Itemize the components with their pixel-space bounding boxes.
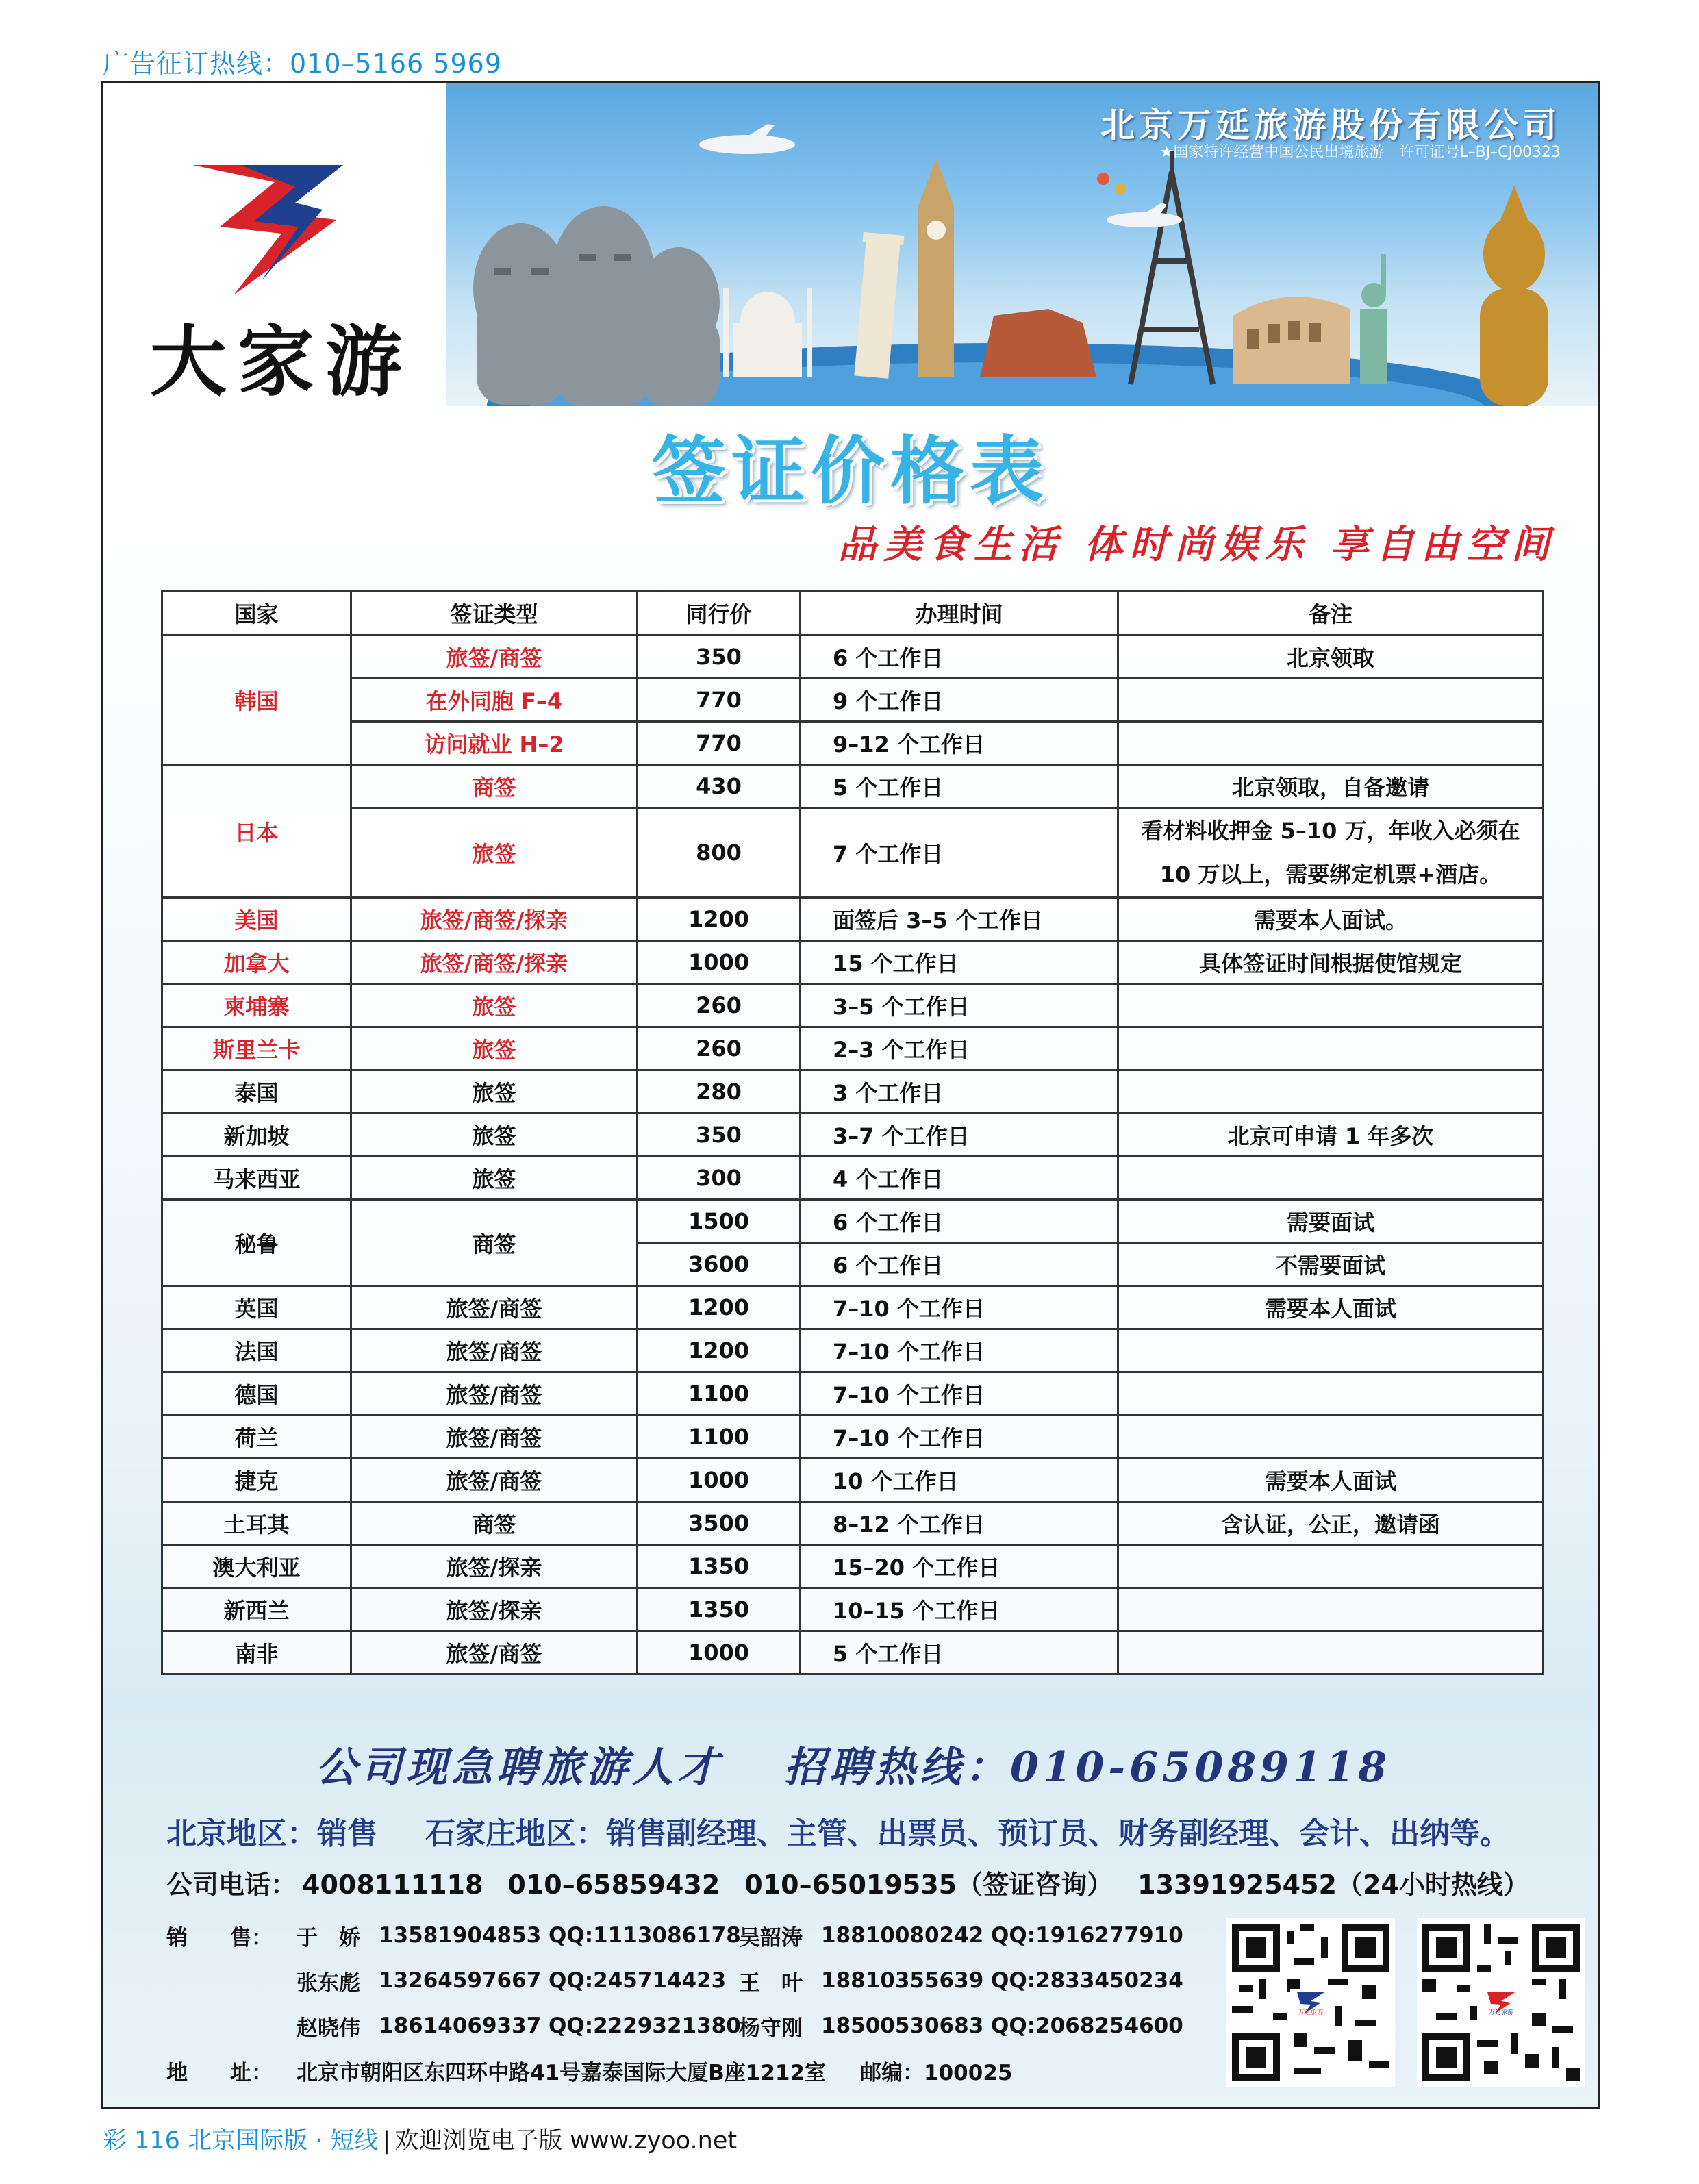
time-cell: 7–10 个工作日 (801, 1286, 1118, 1329)
sales-label: 销 售： (166, 1925, 273, 1950)
price-cell: 260 (638, 1027, 801, 1070)
contact-qq: QQ:1113086178 (549, 1923, 741, 1948)
note-cell (1118, 808, 1544, 898)
time-cell: 9–12 个工作日 (801, 722, 1118, 765)
address-text: 北京市朝阳区东四环中路41号嘉泰国际大厦B座1212室 (297, 2061, 827, 2085)
sales-contacts (166, 1913, 1181, 2048)
country-cell: 泰国 (162, 1070, 351, 1114)
table-header-row (162, 591, 1544, 636)
country-cell: 新加坡 (162, 1114, 351, 1157)
table-row (162, 1631, 1544, 1674)
phone-number: 13391925452（24小时热线） (1137, 1870, 1529, 1900)
table-row (162, 808, 1544, 898)
price-cell: 430 (638, 765, 801, 808)
visa-type-cell: 旅签/商签 (351, 636, 638, 679)
visa-type-cell: 旅签/商签 (351, 1631, 638, 1674)
recruit-banner (316, 1735, 1391, 1794)
table-row (162, 1416, 1544, 1459)
page-frame (101, 81, 1600, 2109)
logo-box (103, 83, 446, 406)
note-cell (1118, 1416, 1544, 1459)
page-footer (103, 2122, 737, 2156)
price-cell: 1200 (638, 1329, 801, 1372)
page-number: 彩 116 (103, 2127, 180, 2155)
table-row (162, 941, 1544, 984)
note-cell (1118, 1329, 1544, 1372)
contact-qq: QQ:1916277910 (991, 1923, 1183, 1948)
time-cell: 6 个工作日 (801, 636, 1118, 679)
company-license: ★国家特许经营中国公民出境旅游 许可证号L–BJ–CJ00323 (1159, 144, 1561, 161)
visa-type-cell: 在外同胞 F–4 (351, 679, 638, 722)
note-cell (1118, 1070, 1544, 1114)
price-cell: 260 (638, 984, 801, 1027)
price-cell: 770 (638, 679, 801, 722)
country-cell: 德国 (162, 1372, 351, 1416)
price-cell: 1200 (638, 1286, 801, 1329)
contact-phone: 13581904853 (379, 1923, 542, 1948)
visa-type-cell: 旅签/商签 (351, 1286, 638, 1329)
phone-number: 4008111118 (302, 1870, 483, 1900)
contact-qq: QQ:245714423 (549, 1968, 727, 1993)
country-cell: 韩国 (162, 636, 351, 765)
time-cell: 7–10 个工作日 (801, 1416, 1118, 1459)
note-cell: 需要面试 (1118, 1200, 1544, 1243)
visa-type-cell: 旅签/商签 (351, 1416, 638, 1459)
country-cell: 澳大利亚 (162, 1545, 351, 1588)
price-cell: 280 (638, 1070, 801, 1114)
time-cell: 6 个工作日 (801, 1243, 1118, 1286)
table-row (162, 1027, 1544, 1070)
visa-type-cell: 旅签/探亲 (351, 1588, 638, 1631)
contact-phone: 18810355639 (821, 1968, 984, 1993)
table-row (162, 1200, 1544, 1243)
visa-price-table (161, 590, 1544, 1675)
table-row (162, 679, 1544, 722)
price-cell: 1000 (638, 1631, 801, 1674)
country-cell: 美国 (162, 898, 351, 941)
note-cell: 含认证，公正，邀请函 (1118, 1502, 1544, 1545)
time-cell: 8–12 个工作日 (801, 1502, 1118, 1545)
visa-type-cell: 旅签/商签 (351, 1329, 638, 1372)
visa-type-cell: 旅签 (351, 984, 638, 1027)
recruit-text: 公司现急聘旅游人才 (316, 1744, 722, 1792)
time-cell: 6 个工作日 (801, 1200, 1118, 1243)
note-cell: 需要本人面试 (1118, 1459, 1544, 1502)
table-row (162, 1459, 1544, 1502)
address (166, 2055, 1012, 2086)
svg-text:万延旅游 (1298, 2008, 1323, 2016)
note-cell: 北京领取 (1118, 636, 1544, 679)
price-cell: 1350 (638, 1588, 801, 1631)
time-cell: 10 个工作日 (801, 1459, 1118, 1502)
visa-type-cell: 商签 (351, 1502, 638, 1545)
visa-type-cell: 商签 (351, 1200, 638, 1286)
visa-type-cell: 旅签 (351, 1157, 638, 1200)
visa-type-cell: 旅签/商签/探亲 (351, 898, 638, 941)
country-cell: 英国 (162, 1286, 351, 1329)
contact-phone: 13264597667 (379, 1968, 542, 1993)
time-cell: 10–15 个工作日 (801, 1588, 1118, 1631)
price-cell: 1000 (638, 1459, 801, 1502)
note-cell (1118, 1372, 1544, 1416)
country-cell: 南非 (162, 1631, 351, 1674)
phone-number: 010–65019535（签证咨询） (744, 1870, 1113, 1900)
country-cell: 马来西亚 (162, 1157, 351, 1200)
time-cell: 面签后 3–5 个工作日 (801, 898, 1118, 941)
price-cell: 1500 (638, 1200, 801, 1243)
note-cell (1118, 1588, 1544, 1631)
time-cell: 3–7 个工作日 (801, 1114, 1118, 1157)
contact-qq: QQ:2229321380 (549, 2013, 741, 2038)
table-row (162, 1588, 1544, 1631)
job-positions (166, 1809, 1510, 1853)
note-cell (1118, 679, 1544, 722)
company-name: 北京万延旅游股份有限公司 (1100, 105, 1561, 145)
contact-name: 吴韶涛 (739, 1925, 803, 1950)
page-title: 签证价格表 (651, 429, 1049, 514)
table-row (162, 1372, 1544, 1416)
table-row (162, 1157, 1544, 1200)
footer-divider: | (382, 2127, 391, 2155)
time-cell: 2–3 个工作日 (801, 1027, 1118, 1070)
table-row (162, 636, 1544, 679)
time-cell: 3–5 个工作日 (801, 984, 1118, 1027)
table-row (162, 984, 1544, 1027)
price-cell: 300 (638, 1157, 801, 1200)
note-cell (1118, 1157, 1544, 1200)
positions-beijing: 北京地区：销售 (166, 1816, 377, 1851)
address-label: 地 址： (166, 2061, 273, 2085)
table-row (162, 765, 1544, 808)
note-cell (1118, 1027, 1544, 1070)
header-country: 国家 (162, 591, 351, 636)
country-cell: 柬埔寨 (162, 984, 351, 1027)
price-cell: 3600 (638, 1243, 801, 1286)
contact-name: 张东彪 (297, 1970, 360, 1996)
header-price: 同行价 (638, 591, 801, 636)
contact-row (166, 1958, 1181, 2003)
company-phones (166, 1863, 1554, 1901)
time-cell: 5 个工作日 (801, 1631, 1118, 1674)
note-cell: 具体签证时间根据使馆规定 (1118, 941, 1544, 984)
visa-type-cell: 旅签/商签 (351, 1459, 638, 1502)
country-cell: 捷克 (162, 1459, 351, 1502)
contact-name: 赵晓伟 (297, 2016, 360, 2041)
header-time: 办理时间 (801, 591, 1118, 636)
price-cell: 1200 (638, 898, 801, 941)
price-cell: 770 (638, 722, 801, 765)
time-cell: 7–10 个工作日 (801, 1372, 1118, 1416)
contact-phone: 18810080242 (821, 1923, 984, 1948)
visa-type-cell: 旅签 (351, 1114, 638, 1157)
contact-phone: 18614069337 (379, 2013, 542, 2038)
note-cell (1118, 984, 1544, 1027)
contact-row (166, 2003, 1181, 2048)
visa-type-cell: 旅签/商签/探亲 (351, 941, 638, 984)
contact-name: 于 娇 (297, 1925, 360, 1950)
note-cell: 北京可申请 1 年多次 (1118, 1114, 1544, 1157)
phone-number: 010–65859432 (507, 1870, 720, 1900)
table-row (162, 1502, 1544, 1545)
visa-type-cell: 旅签/探亲 (351, 1545, 638, 1588)
logo-mark-icon (179, 145, 357, 302)
edition-label: 北京国际版 · 短线 (188, 2127, 379, 2155)
country-cell: 土耳其 (162, 1502, 351, 1545)
visa-type-cell: 旅签 (351, 1070, 638, 1114)
recruit-hotline: 招聘热线：010-65089118 (784, 1744, 1392, 1792)
note-cell (1118, 1631, 1544, 1674)
logo-text: 大家游 (150, 317, 413, 407)
note-cell (1118, 722, 1544, 765)
visa-type-cell: 旅签 (351, 1027, 638, 1070)
note-cell (1118, 1545, 1544, 1588)
country-cell: 加拿大 (162, 941, 351, 984)
note-line: 10 万以上，需要绑定机票+酒店。 (1159, 862, 1502, 888)
contact-phone: 18500530683 (821, 2013, 984, 2038)
price-cell: 800 (638, 808, 801, 898)
qr-code-icon (1417, 1918, 1585, 2087)
price-cell: 1000 (638, 941, 801, 984)
price-cell: 350 (638, 636, 801, 679)
time-cell: 3 个工作日 (801, 1070, 1118, 1114)
contact-row (166, 1913, 1181, 1958)
contact-qq: QQ:2833450234 (991, 1968, 1183, 1993)
time-cell: 15 个工作日 (801, 941, 1118, 984)
qr-code-icon (1226, 1918, 1395, 2087)
note-cell: 需要本人面试 (1118, 1286, 1544, 1329)
table-row (162, 898, 1544, 941)
price-cell: 350 (638, 1114, 801, 1157)
website-link[interactable]: www.zyoo.net (570, 2127, 738, 2155)
country-cell: 新西兰 (162, 1588, 351, 1631)
country-cell: 法国 (162, 1329, 351, 1372)
price-cell: 3500 (638, 1502, 801, 1545)
visa-type-cell: 旅签/商签 (351, 1372, 638, 1416)
time-cell: 9 个工作日 (801, 679, 1118, 722)
header-visa-type: 签证类型 (351, 591, 638, 636)
positions-shijiazhuang: 石家庄地区：销售副经理、主管、出票员、预订员、财务副经理、会计、出纳等。 (425, 1816, 1510, 1851)
contact-qq: QQ:2068254600 (991, 2013, 1183, 2038)
welcome-text: 欢迎浏览电子版 (394, 2127, 563, 2155)
visa-type-cell: 旅签 (351, 808, 638, 898)
table-row (162, 1070, 1544, 1114)
table-row (162, 1114, 1544, 1157)
note-line: 看材料收押金 5–10 万，年收入必须在 (1141, 818, 1520, 844)
phones-label: 公司电话： (166, 1870, 297, 1900)
country-cell: 秘鲁 (162, 1200, 351, 1286)
table-row (162, 1286, 1544, 1329)
note-cell: 需要本人面试。 (1118, 898, 1544, 941)
ad-hotline: 广告征订热线：010–5166 5969 (103, 49, 503, 79)
visa-type-cell: 访问就业 H–2 (351, 722, 638, 765)
header-note: 备注 (1118, 591, 1544, 636)
price-cell: 1100 (638, 1372, 801, 1416)
country-cell: 日本 (162, 765, 351, 898)
contact-name: 杨守刚 (739, 2016, 803, 2041)
time-cell: 15–20 个工作日 (801, 1545, 1118, 1588)
price-cell: 1100 (638, 1416, 801, 1459)
time-cell: 7 个工作日 (801, 808, 1118, 898)
time-cell: 4 个工作日 (801, 1157, 1118, 1200)
contact-name: 王 叶 (739, 1970, 803, 1996)
note-cell: 不需要面试 (1118, 1243, 1544, 1286)
table-row (162, 1545, 1544, 1588)
time-cell: 7–10 个工作日 (801, 1329, 1118, 1372)
slogan: 品美食生活 体时尚娱乐 享自由空间 (838, 522, 1557, 567)
visa-type-cell: 商签 (351, 765, 638, 808)
price-cell: 1350 (638, 1545, 801, 1588)
country-cell: 荷兰 (162, 1416, 351, 1459)
header-banner (446, 83, 1600, 406)
table-row (162, 1329, 1544, 1372)
table-row (162, 722, 1544, 765)
time-cell: 5 个工作日 (801, 765, 1118, 808)
note-cell: 北京领取，自备邀请 (1118, 765, 1544, 808)
country-cell: 斯里兰卡 (162, 1027, 351, 1070)
svg-text:万延旅游 (1489, 2008, 1513, 2016)
postal-code: 邮编：100025 (860, 2061, 1013, 2085)
